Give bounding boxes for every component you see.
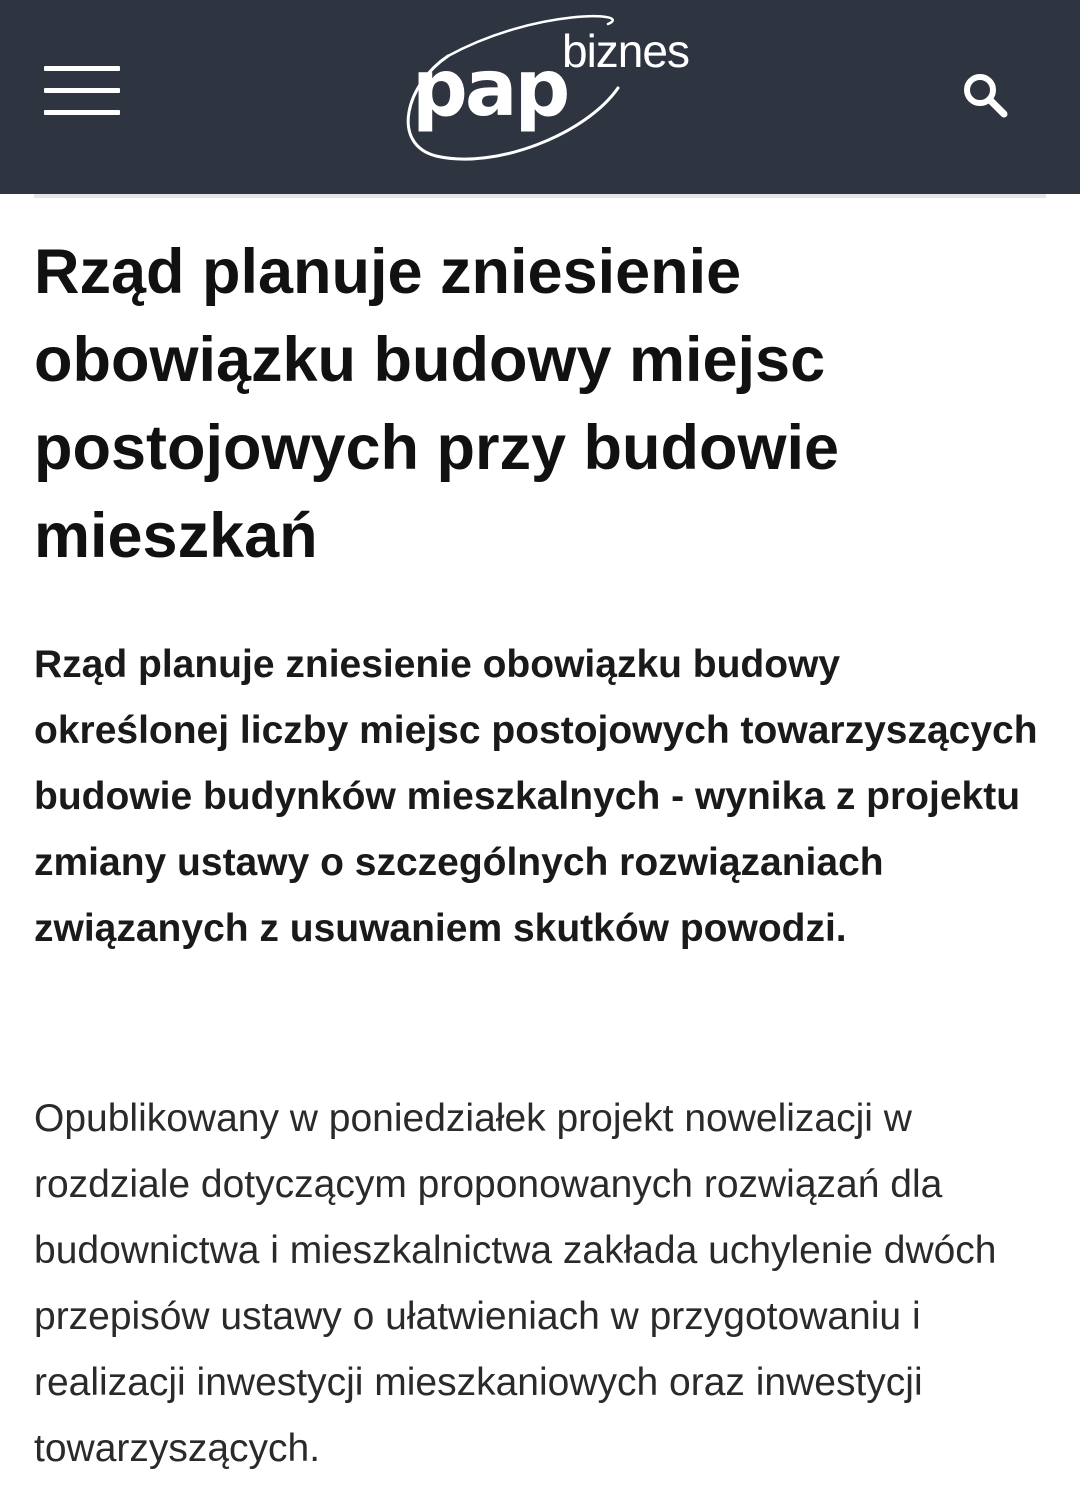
logo-sub-text: biznes bbox=[562, 25, 689, 77]
header-divider bbox=[34, 194, 1046, 198]
search-icon[interactable] bbox=[960, 70, 1010, 120]
logo-main-text: pap bbox=[412, 44, 568, 134]
article-lead: Rząd planuje zniesienie obowiązku budowy określonej liczby miejsc postojowych towarzyszących budowie budynków mieszkalnych - wynika z projektu zmiany ustawy o szczególnych rozwiązaniach związanych z usuwaniem skutków powodzi. bbox=[34, 643, 1038, 950]
site-header bbox=[0, 0, 1080, 194]
pap-biznes-logo[interactable] bbox=[396, 14, 689, 170]
article-title: Rząd planuje zniesienie obowiązku budowy miejsc postojowych przy budowie mieszkań bbox=[34, 237, 840, 571]
article-body-paragraph: Opublikowany w poniedziałek projekt nowelizacji w rozdziale dotyczącym proponowanych rozwiązań dla budownictwa i mieszkalnictwa zakłada uchylenie dwóch przepisów ustawy o ułatwieniach w przygotowaniu i realizacji inwestycji mieszkaniowych oraz inwestycji towarzyszących. bbox=[34, 1097, 997, 1470]
hamburger-menu-icon[interactable] bbox=[44, 64, 120, 118]
